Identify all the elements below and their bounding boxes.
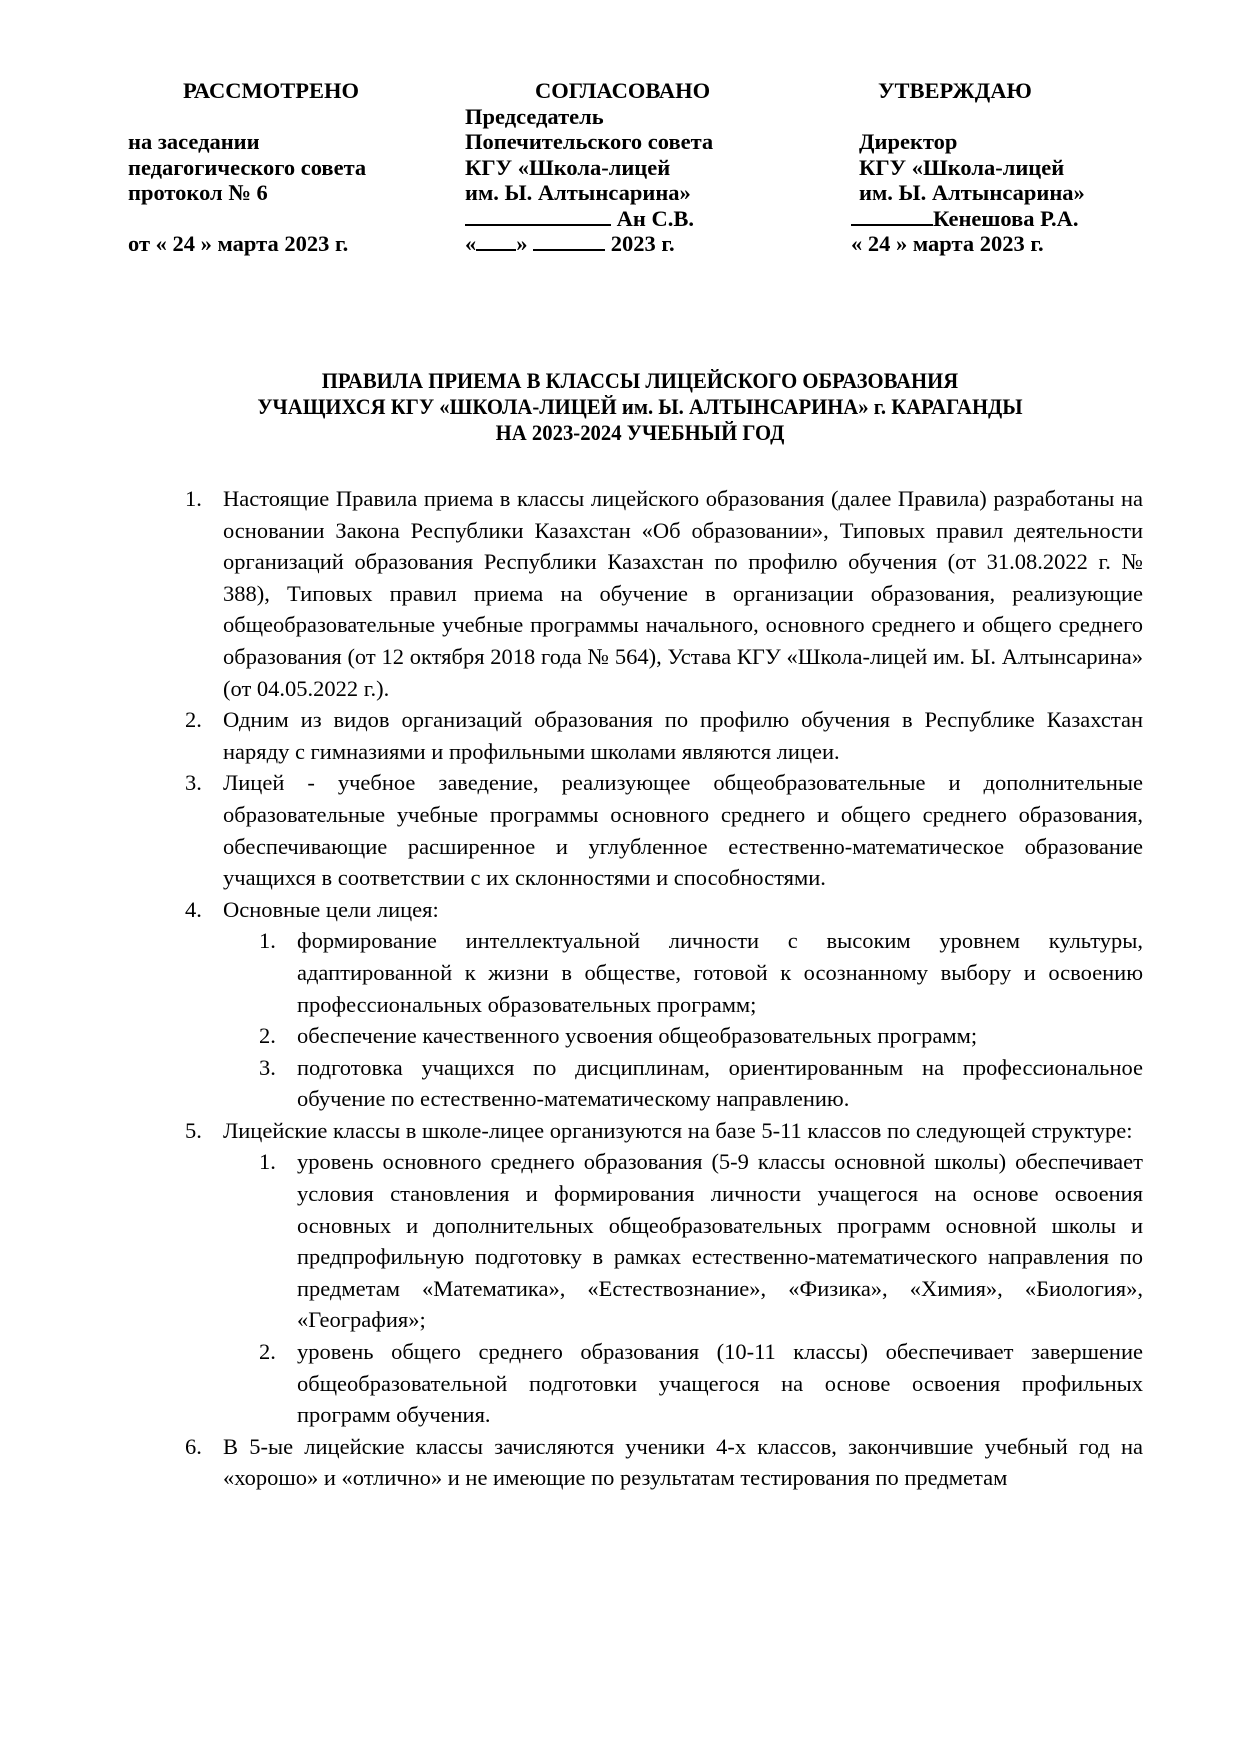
sub-item-number: 2. bbox=[259, 1023, 276, 1049]
sub-item-number: 1. bbox=[259, 1149, 276, 1175]
considered-block bbox=[128, 78, 428, 257]
approved-line: КГУ «Школа-лицей bbox=[859, 154, 1065, 180]
sub-list-item bbox=[185, 1146, 1143, 1336]
agreed-line: им. Ы. Алтынсарина» bbox=[465, 180, 691, 205]
date-open-quote: « bbox=[465, 231, 477, 256]
sub-list-item bbox=[185, 1020, 1143, 1052]
item-text: Основные цели лицея: bbox=[223, 896, 439, 922]
considered-line: протокол № 6 bbox=[128, 180, 268, 205]
item-text: Лицей - учебное заведение, реализующее общеобразовательные и дополнительные образовательные учебные программы основного среднего и общего среднего образования, обеспечивающие расширенное и углубленное естественно-математическое образование учащихся в соответствии с их склонностями и способностями. bbox=[223, 770, 1143, 891]
day-blank bbox=[476, 231, 516, 251]
title-line: ПРАВИЛА ПРИЕМА В КЛАССЫ ЛИЦЕЙСКОГО ОБРАЗОВАНИЯ bbox=[321, 368, 959, 393]
approved-line: Директор bbox=[859, 129, 958, 154]
list-item bbox=[185, 767, 1143, 893]
agreed-line: Председатель bbox=[465, 103, 604, 129]
agreed-block bbox=[465, 78, 765, 257]
title-line: УЧАЩИХСЯ КГУ «ШКОЛА-ЛИЦЕЙ им. Ы. АЛТЫНСАРИНА» г. КАРАГАНДЫ bbox=[257, 394, 1023, 419]
item-number: 3. bbox=[185, 770, 202, 796]
document-title bbox=[120, 368, 1160, 446]
title-line: НА 2023-2024 УЧЕБНЫЙ ГОД bbox=[495, 420, 785, 445]
item-text: Одним из видов организаций образования по профилю обучения в Республике Казахстан наряду с гимназиями и профильными школами являются лицеи. bbox=[223, 707, 1143, 764]
sub-item-number: 3. bbox=[259, 1054, 276, 1080]
approved-date: « 24 » марта 2023 г. bbox=[851, 231, 1044, 256]
sub-list-item bbox=[185, 1336, 1143, 1431]
agreed-date bbox=[465, 231, 765, 257]
agreed-signature-name: Ан С.В. bbox=[616, 205, 694, 231]
rules-list bbox=[185, 483, 1143, 1494]
signature-blank bbox=[851, 206, 933, 226]
list-item bbox=[185, 1115, 1143, 1147]
list-item bbox=[185, 1431, 1143, 1494]
item-text: Лицейские классы в школе-лицее организуются на базе 5-11 классов по следующей структуре: bbox=[223, 1117, 1133, 1143]
item-number: 6. bbox=[185, 1433, 202, 1459]
sub-item-number: 2. bbox=[259, 1339, 276, 1365]
sub-list-item bbox=[185, 925, 1143, 1020]
date-close-quote: » bbox=[516, 231, 528, 256]
approved-title: УТВЕРЖДАЮ bbox=[878, 78, 1032, 103]
agreed-line: КГУ «Школа-лицей bbox=[465, 154, 671, 180]
agreed-title: СОГЛАСОВАНО bbox=[535, 78, 711, 103]
item-text: В 5-ые лицейские классы зачисляются ученики 4-х классов, закончившие учебный год на «хорошо» и «отлично» и не имеющие по результатам тестирования по предметам bbox=[223, 1433, 1143, 1491]
approved-block bbox=[851, 78, 1181, 257]
considered-title: РАССМОТРЕНО bbox=[183, 78, 359, 103]
sub-item-text: уровень общего среднего образования (10-11 классы) обеспечивает завершение общеобразовательной подготовки учащегося на основе освоения профильных программ обучения. bbox=[297, 1339, 1143, 1428]
signature-blank bbox=[465, 206, 611, 226]
item-text: Настоящие Правила приема в классы лицейского образования (далее Правила) разработаны на основании Закона Республики Казахстан «Об образовании», Типовых правил деятельности организаций образования Республики Казахстан по профилю обучения (от 31.08.2022 г. № 388), Типовых правил приема на обучение в организации образования, реализующие общеобразовательные учебные программы начального, основного среднего и общего среднего образования (от 12 октября 2018 года № 564), Устава КГУ «Школа-лицей им. Ы. Алтынсарина» (от 04.05.2022 г.). bbox=[223, 486, 1143, 701]
item-number: 4. bbox=[185, 896, 202, 922]
list-item bbox=[185, 704, 1143, 767]
agreed-signature-line bbox=[465, 206, 765, 232]
sub-list-item bbox=[185, 1052, 1143, 1115]
sub-item-number: 1. bbox=[259, 928, 276, 954]
approved-signature-line bbox=[851, 206, 1181, 232]
agreed-date-year: 2023 г. bbox=[610, 231, 675, 256]
considered-line: педагогического совета bbox=[128, 154, 367, 180]
month-blank bbox=[533, 231, 605, 251]
item-number: 1. bbox=[185, 486, 202, 511]
approved-line: им. Ы. Алтынсарина» bbox=[859, 180, 1085, 205]
agreed-line: Попечительского совета bbox=[465, 129, 714, 154]
considered-date: от « 24 » марта 2023 г. bbox=[128, 231, 349, 256]
item-number: 5. bbox=[185, 1117, 202, 1143]
sub-item-text: подготовка учащихся по дисциплинам, ориентированным на профессиональное обучение по естественно-математическому направлению. bbox=[297, 1054, 1143, 1112]
item-number: 2. bbox=[185, 707, 202, 733]
sub-item-text: уровень основного среднего образования (5-9 классы основной школы) обеспечивает условия становления и формирования личности учащегося на основе освоения основных и дополнительных общеобразовательных программ основной школы и предпрофильную подготовку в рамках естественно-математического направления по предметам «Математика», «Естествознание», «Физика», «Химия», «Биология», «География»; bbox=[297, 1149, 1143, 1333]
list-item bbox=[185, 894, 1143, 926]
considered-line: на заседании bbox=[128, 129, 260, 154]
approved-signature-name: Кенешова Р.А. bbox=[933, 205, 1079, 231]
list-item bbox=[185, 483, 1143, 704]
sub-item-text: обеспечение качественного усвоения общеобразовательных программ; bbox=[297, 1023, 978, 1049]
sub-item-text: формирование интеллектуальной личности с высоким уровнем культуры, адаптированной к жизни в обществе, готовой к осознанному выбору и освоению профессиональных образовательных программ; bbox=[297, 928, 1143, 1017]
